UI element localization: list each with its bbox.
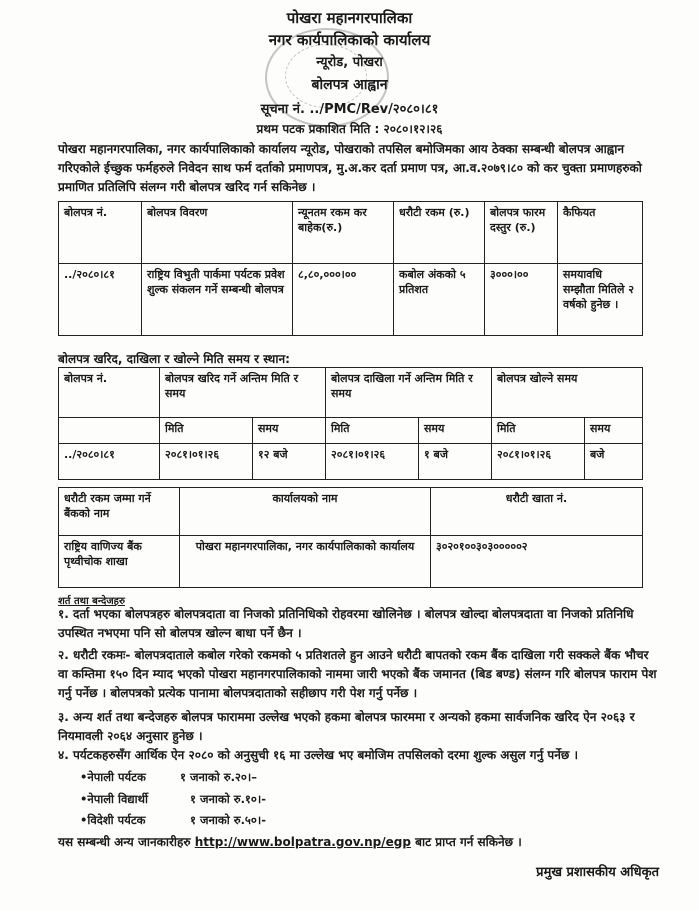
th-form-fee: बोलपत्र फारम दस्तुर (रु.) bbox=[485, 202, 558, 264]
td-tender-no: ../२०८०।८१ bbox=[59, 264, 142, 336]
fee-type-3: •विदेशी पर्यटक bbox=[80, 813, 146, 827]
td-submit-date: २०८१।०१।२६ bbox=[326, 444, 419, 480]
condition-1: १. दर्ता भएका बोलपत्रहरु बोलपत्रदाता वा निजको प्रतिनिधिको रोहवरमा खोलिनेछ । बोलपत्र खोल्दा बोलपत्रदाता वा निजको प्रतिनिधि उपस्थित नभएमा पनि सो बोलपत्र खोल्न बाधा पर्ने छैन । bbox=[58, 607, 634, 640]
td-remarks: समयावधि सम्झौता मितिले २ वर्षको हुनेछ । bbox=[558, 264, 643, 336]
fee-type-2: •नेपाली विद्यार्थी bbox=[80, 792, 148, 806]
td-time-label: समय bbox=[585, 418, 643, 444]
th-min-amount: न्यूनतम रकम कर बाहेक(रु.) bbox=[293, 202, 394, 264]
td-deposit: कबोल अंकको ५ प्रतिशत bbox=[394, 264, 485, 336]
notice-heading: बोलपत्र आह्वान bbox=[311, 77, 388, 93]
bank-table bbox=[58, 487, 643, 588]
th-deposit: धरौटी रकम (रु.) bbox=[394, 202, 485, 264]
th-remarks: कैफियत bbox=[558, 202, 643, 264]
office-subtitle: नगर कार्यपालिकाको कार्यालय bbox=[268, 31, 431, 49]
schedule-table bbox=[58, 367, 643, 480]
signature-title: प्रमुख प्रशासकीय अधिकृत bbox=[536, 865, 659, 880]
td-open-time: बजे bbox=[585, 444, 643, 480]
td-date-label: मिति bbox=[492, 418, 585, 444]
th-office: कार्यालयको नाम bbox=[180, 488, 431, 536]
footer-line bbox=[58, 833, 522, 850]
fee-rate-3: १ जनाको रु.५०।- bbox=[190, 813, 267, 827]
th-account: धरौटी खाता नं. bbox=[431, 488, 643, 536]
schedule-label: बोलपत्र खरिद, दाखिला र खोल्ने मिति समय र स्थान: bbox=[58, 352, 290, 366]
footer-post: बाट प्राप्त गर्न सकिनेछ । bbox=[415, 835, 522, 849]
td-date-label: मिति bbox=[326, 418, 419, 444]
tender-table bbox=[58, 201, 643, 336]
td-account: ३०२०१००३०३०००००२ bbox=[431, 536, 643, 588]
condition-2: २. धरौटी रकमः- बोलपत्रदाताले कबोल गरेको रकमको ५ प्रतिशतले हुन आउने धरौटी बापतको रकम बैंक दाखिला गरी सक्कले बैंक भौचर वा कम्तिमा १५० दिन म्याद भएको पोखरा महानगरपालिकाको नाममा जारी भएको बैंक जमानत (बिड बण्ड) संलग्न गरि बोलपत्र फाराम पेश गर्नु पर्नेछ । बोलपत्रको प्रत्येक पानामा बोलपत्रदाताको सहीछाप गरी पेश गर्नु पर्नेछ । bbox=[58, 648, 657, 700]
office-address: न्यूरोड, पोखरा bbox=[316, 55, 383, 70]
conditions-title: शर्त तथा बन्देजहरु bbox=[58, 596, 125, 607]
td-time-label: समय bbox=[419, 418, 492, 444]
td-sch-no: ../२०८०।८१ bbox=[59, 444, 160, 480]
th-open: बोलपत्र खोल्ने समय bbox=[492, 368, 643, 418]
td-office: पोखरा महानगरपालिका, नगर कार्यपालिकाको कार्यालय bbox=[180, 536, 431, 588]
intro-paragraph: पोखरा महानगरपालिका, नगर कार्यपालिकाको कार्यालय न्यूरोड, पोखराको तपसिल बमोजिमका आय ठेक्का सम्बन्धी बोलपत्र आह्वान गरिएकोले ईच्छुक फर्महरुले निवेदन साथ फर्म दर्ताको प्रमाणपत्र, मु.अ.कर दर्ता प्रमाण पत्र, आ.व.२०७९।८० को कर चुक्ता प्रमाणहरुको प्रमाणित प्रतिलिपि संलग्न गरी बोलपत्र खरिद गर्न सकिनेछ । bbox=[58, 142, 642, 194]
th-sch-no: बोलपत्र नं. bbox=[59, 368, 160, 418]
th-tender-no: बोलपत्र नं. bbox=[59, 202, 142, 264]
td-time-label: समय bbox=[253, 418, 326, 444]
td-buy-time: १२ बजे bbox=[253, 444, 326, 480]
th-buy: बोलपत्र खरिद गर्ने अन्तिम मिति र समय bbox=[160, 368, 326, 418]
td-description: राष्ट्रिय विभुती पार्कमा पर्यटक प्रवेश शुल्क संकलन गर्ने सम्बन्धी बोलपत्र bbox=[142, 264, 293, 336]
td-buy-date: २०८१।०१।२६ bbox=[160, 444, 253, 480]
fee-rate-2: १ जनाको रु.१०।- bbox=[190, 792, 267, 806]
th-submit: बोलपत्र दाखिला गर्ने अन्तिम मिति र समय bbox=[326, 368, 492, 418]
td-bank: राष्ट्रिय वाणिज्य बैंक पृथ्वीचोक शाखा bbox=[59, 536, 180, 588]
condition-4: ४. पर्यटकहरुसँग आर्थिक ऐन २०८० को अनुसुची १६ मा उल्लेख भए बमोजिम तपसिलको दरमा शुल्क असुल गर्नु पर्नेछ । bbox=[58, 748, 579, 762]
fee-type-1: •नेपाली पर्यटक bbox=[80, 770, 146, 784]
fee-rate-1: १ जनाको रु.२०।– bbox=[180, 770, 258, 784]
td-submit-time: १ बजे bbox=[419, 444, 492, 480]
footer-pre: यस सम्बन्धी अन्य जानकारीहरु bbox=[58, 835, 191, 849]
th-description: बोलपत्र विवरण bbox=[142, 202, 293, 264]
egp-link[interactable]: http://www.bolpatra.gov.np/egp bbox=[194, 835, 411, 849]
publish-date: प्रथम पटक प्रकाशित मिति : २०८०।१२।२६ bbox=[256, 122, 443, 136]
td-open-date: २०८१।०१।२६ bbox=[492, 444, 585, 480]
td-blank bbox=[59, 418, 160, 444]
td-form-fee: ३०००।०० bbox=[485, 264, 558, 336]
office-name: पोखरा महानगरपालिका bbox=[286, 9, 413, 27]
th-bank: धरौटी रकम जम्मा गर्ने बैंकको नाम bbox=[59, 488, 180, 536]
notice-number: सूचना नं. ../PMC/Rev/२०८०।८१ bbox=[260, 102, 439, 117]
td-date-label: मिति bbox=[160, 418, 253, 444]
td-min-amount: ८,८०,०००।०० bbox=[293, 264, 394, 336]
condition-3: ३. अन्य शर्त तथा बन्देजहरु बोलपत्र फाराममा उल्लेख भएको हकमा बोलपत्र फारममा र अन्यको हकमा सार्वजनिक खरिद ऐन २०६३ र नियमावली २०६४ अनुसार हुनेछ । bbox=[58, 710, 635, 743]
